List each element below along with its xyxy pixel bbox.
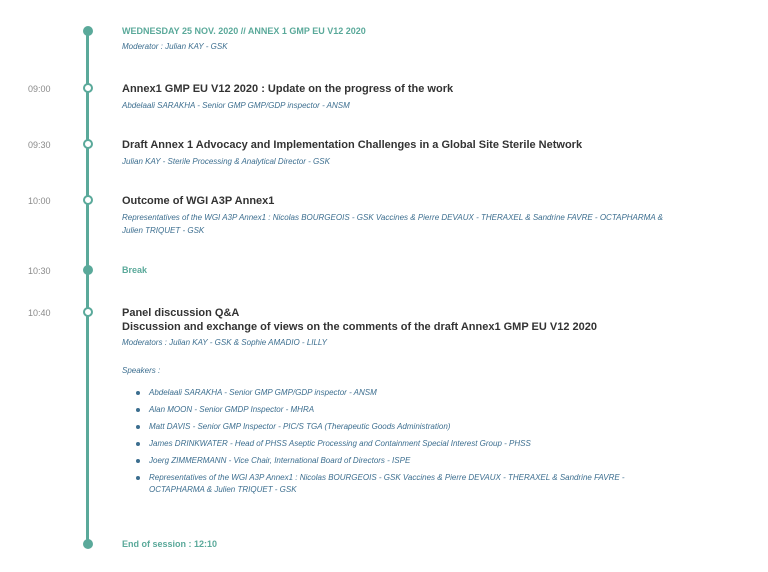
panel-item bbox=[122, 306, 742, 501]
timeline-dot-end bbox=[83, 539, 93, 549]
speaker-item: Joerg ZIMMERMANN - Vice Chair, International Board of Directors - ISPE bbox=[136, 455, 742, 467]
session-title: Outcome of WGI A3P Annex1 bbox=[122, 195, 275, 207]
timeline-dot-start bbox=[83, 26, 93, 36]
time-label: 09:30 bbox=[28, 140, 51, 150]
panel-title: Panel discussion Q&A bbox=[122, 307, 240, 319]
time-label: 09:00 bbox=[28, 84, 51, 94]
session-item bbox=[122, 194, 742, 237]
session-speaker: Julian KAY - Sterile Processing & Analytical Director - GSK bbox=[122, 157, 330, 166]
speaker-item-line: Representatives of the WGI A3P Annex1 : Nicolas BOURGEOIS - GSK Vaccines & Pierre DEVAUX - THERAXEL & Sandrine FAVRE - bbox=[149, 473, 625, 482]
time-label: 10:00 bbox=[28, 196, 51, 206]
speaker-item: Abdelaali SARAKHA - Senior GMP GMP/GDP inspector - ANSM bbox=[136, 387, 742, 399]
session-item bbox=[122, 82, 742, 112]
session-speaker bbox=[122, 211, 742, 237]
timeline-line bbox=[86, 30, 89, 546]
speaker-item bbox=[136, 472, 742, 496]
speaker-item: James DRINKWATER - Head of PHSS Aseptic Processing and Containment Special Interest Group - PHSS bbox=[136, 438, 742, 450]
day-title: WEDNESDAY 25 NOV. 2020 // ANNEX 1 GMP EU V12 2020 bbox=[122, 26, 366, 36]
panel-subtitle: Discussion and exchange of views on the comments of the draft Annex1 GMP EU V12 2020 bbox=[122, 321, 597, 333]
panel-moderators: Moderators : Julian KAY - GSK & Sophie AMADIO - LILLY bbox=[122, 338, 327, 347]
header-block bbox=[122, 26, 742, 53]
break-item bbox=[122, 265, 742, 275]
session-title: Annex1 GMP EU V12 2020 : Update on the progress of the work bbox=[122, 83, 454, 95]
header-moderator: Moderator : Julian KAY - GSK bbox=[122, 42, 228, 51]
time-label: 10:40 bbox=[28, 308, 51, 318]
speaker-item: Matt DAVIS - Senior GMP Inspector - PIC/S TGA (Therapeutic Goods Administration) bbox=[136, 421, 742, 433]
session-speaker-line: Julien TRIQUET - GSK bbox=[122, 226, 205, 235]
speakers-label: Speakers : bbox=[122, 366, 161, 375]
speakers-list bbox=[122, 387, 742, 496]
session-title: Draft Annex 1 Advocacy and Implementation Challenges in a Global Site Sterile Network bbox=[122, 139, 583, 151]
end-item bbox=[122, 539, 742, 549]
session-item bbox=[122, 138, 742, 168]
session-speaker-line: Representatives of the WGI A3P Annex1 : Nicolas BOURGEOIS - GSK Vaccines & Pierre DEVAUX - THERAXEL & Sandrine FAVRE - OCTAPHARMA & bbox=[122, 213, 663, 222]
timeline-dot bbox=[83, 139, 93, 149]
timeline-dot-break bbox=[83, 265, 93, 275]
timeline-dot bbox=[83, 195, 93, 205]
end-label: End of session : 12:10 bbox=[122, 539, 218, 549]
speaker-item: Alan MOON - Senior GMDP Inspector - MHRA bbox=[136, 404, 742, 416]
break-label: Break bbox=[122, 265, 148, 275]
timeline-dot bbox=[83, 307, 93, 317]
timeline-dot bbox=[83, 83, 93, 93]
time-label: 10:30 bbox=[28, 266, 51, 276]
speaker-item-line: OCTAPHARMA & Julien TRIQUET - GSK bbox=[149, 485, 297, 494]
session-speaker: Abdelaali SARAKHA - Senior GMP GMP/GDP inspector - ANSM bbox=[122, 101, 350, 110]
